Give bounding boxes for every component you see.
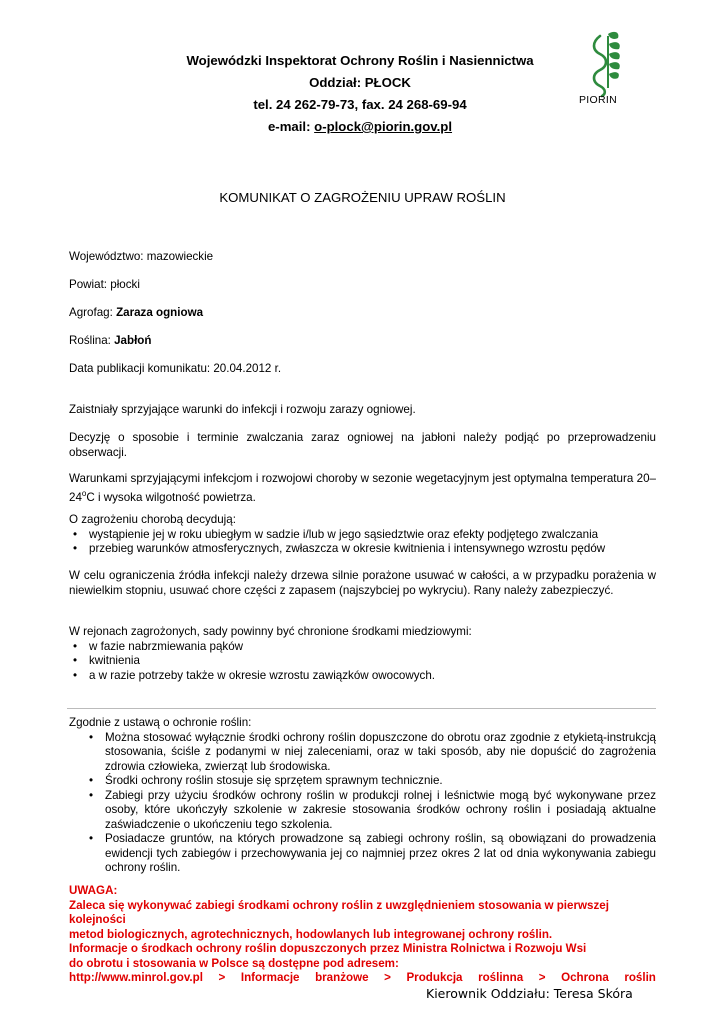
copper-protection-intro: W rejonach zagrożonych, sady powinny być chronione środkami miedziowymi:: [69, 625, 472, 638]
list-item: • przebieg warunków atmosferycznych, zwłaszcza w okresie kwitnienia i intensywnego wzrostu pędów: [69, 542, 656, 557]
paragraph-temperature: [69, 472, 656, 505]
paragraph-infection-source: W celu ograniczenia źródła infekcji należy drzewa silnie porażone usuwać w całości, a w przypadku porażenia w niewielkim stopniu, usuwać chore części z zapasem (najszybciej po wykryciu). Rany należy zabezpieczyć.: [69, 569, 656, 597]
list-item: • wystąpienie jej w roku ubiegłym w sadzie i/lub w jego sąsiedztwie oraz efekty podjętego zwalczania: [69, 528, 656, 543]
path-part: branżowe: [315, 971, 369, 984]
path-separator: >: [384, 971, 391, 984]
field-label: Agrofag:: [69, 306, 117, 319]
law-section: [69, 716, 656, 876]
field-label: Województwo:: [69, 250, 147, 263]
copper-protection-list: [69, 640, 656, 684]
document-title: KOMUNIKAT O ZAGROŻENIU UPRAW ROŚLIN: [219, 190, 506, 205]
field-wojewodztwo: [69, 250, 213, 263]
list-item: • w fazie nabrzmiewania pąków: [69, 640, 656, 655]
section-divider: [67, 708, 656, 709]
header-branch: Oddział: PŁOCK: [309, 75, 411, 90]
header-email-line: [150, 116, 570, 138]
field-powiat: [69, 278, 140, 291]
degree-symbol: o: [81, 488, 87, 498]
risk-factors-section: [69, 513, 656, 557]
signature: Kierownik Oddziału: Teresa Skóra: [426, 986, 633, 1001]
header-block: [150, 50, 570, 138]
field-label: Powiat:: [69, 278, 111, 291]
field-value: Jabłoń: [114, 334, 152, 347]
field-value: mazowieckie: [146, 250, 214, 263]
warning-line: Zaleca się wykonywać zabiegi środkami ochrony roślin z uwzględnieniem stosowania w pierwszej kolejności: [69, 898, 609, 926]
warning-line: Informacje o środkach ochrony roślin dopuszczonych przez Ministra Rolnictwa i Rozwoju Wsi: [69, 942, 587, 955]
risk-factors-list: [69, 528, 656, 557]
warning-section: [69, 884, 656, 986]
law-intro: Zgodnie z ustawą o ochronie roślin:: [69, 716, 252, 729]
field-value: płocki: [110, 278, 140, 291]
field-agrofag: [69, 306, 203, 319]
field-data-publikacji: [69, 362, 281, 375]
paragraph-decision: Decyzję o sposobie i terminie zwalczania zaraz ogniowej na jabłoni należy podjąć po przeprowadzeniu obserwacji.: [69, 431, 656, 459]
field-value: 20.04.2012 r.: [213, 362, 282, 375]
path-separator: >: [538, 971, 546, 984]
law-list: [69, 731, 656, 876]
paragraph-conditions: Zaistniały sprzyjające warunki do infekcji i rozwoju zarazy ogniowej.: [69, 403, 416, 416]
temperature-text: Warunkami sprzyjającymi infekcjom i rozwojowi choroby w sezonie wegetacyjnym jest optymalna temperatura 20–24: [69, 472, 656, 504]
logo-text: PIORIN: [579, 94, 617, 106]
warning-line: metod biologicznych, agrotechnicznych, hodowlanych lub integrowanej ochrony roślin.: [69, 927, 553, 941]
path-separator: >: [218, 971, 226, 984]
path-part: Informacje: [240, 971, 300, 984]
list-item: • kwitnienia: [69, 654, 656, 669]
list-item: • Posiadacze gruntów, na których prowadzone są zabiegi ochrony roślin, są obowiązani do prowadzenia ewidencji tych zabiegów i przechowywania jej co najmniej przez okres 2 lat od dnia wykonywania zabiegu ochrony roślin.: [69, 832, 656, 876]
minrol-link-path[interactable]: [69, 971, 656, 986]
header-phone: tel. 24 262-79-73, fax. 24 268-69-94: [253, 97, 467, 112]
warning-line: do obrotu i stosowania w Polsce są dostępne pod adresem:: [69, 956, 399, 970]
header-email-link[interactable]: o-plock@piorin.gov.pl: [314, 119, 453, 134]
copper-protection-section: [69, 625, 656, 683]
header-email-label: e-mail:: [267, 119, 315, 134]
field-label: Roślina:: [69, 334, 115, 347]
path-part: roślin: [624, 971, 656, 984]
list-item: • a w razie potrzeby także w okresie wzrostu zawiązków owocowych.: [69, 669, 656, 684]
header-institution: Wojewódzki Inspektorat Ochrony Roślin i Nasiennictwa: [186, 53, 534, 68]
path-part: Ochrona: [561, 971, 609, 984]
path-part: Produkcja: [406, 971, 463, 984]
list-item: • Zabiegi przy użyciu środków ochrony roślin w produkcji rolnej i leśnictwie mogą być wykonywane przez osoby, które ukończyły szkolenie w zakresie stosowania środków ochrony roślin i posiadają aktualne zaświadczenie o ukończeniu tego szkolenia.: [69, 789, 656, 833]
temperature-text-end: C i wysoka wilgotność powietrza.: [86, 490, 256, 504]
minrol-url-link[interactable]: http://www.minrol.gov.pl: [69, 971, 203, 984]
field-roslina: [69, 334, 151, 347]
list-item: • Można stosować wyłącznie środki ochrony roślin dopuszczone do obrotu oraz zgodnie z etykietą-instrukcją stosowania, ściśle z podanymi w niej zaleceniami, oraz w taki sposób, aby nie dopuścić do zagrożenia zdrowia człowieka, zwierząt lub środowiska.: [69, 731, 656, 775]
path-part: roślinna: [478, 971, 524, 984]
warning-title: UWAGA:: [69, 884, 118, 897]
list-item: • Środki ochrony roślin stosuje się sprzętem sprawnym technicznie.: [69, 774, 656, 789]
field-value: Zaraza ogniowa: [116, 306, 204, 319]
risk-factors-intro: O zagrożeniu chorobą decydują:: [69, 513, 236, 526]
field-label: Data publikacji komunikatu:: [69, 362, 214, 375]
